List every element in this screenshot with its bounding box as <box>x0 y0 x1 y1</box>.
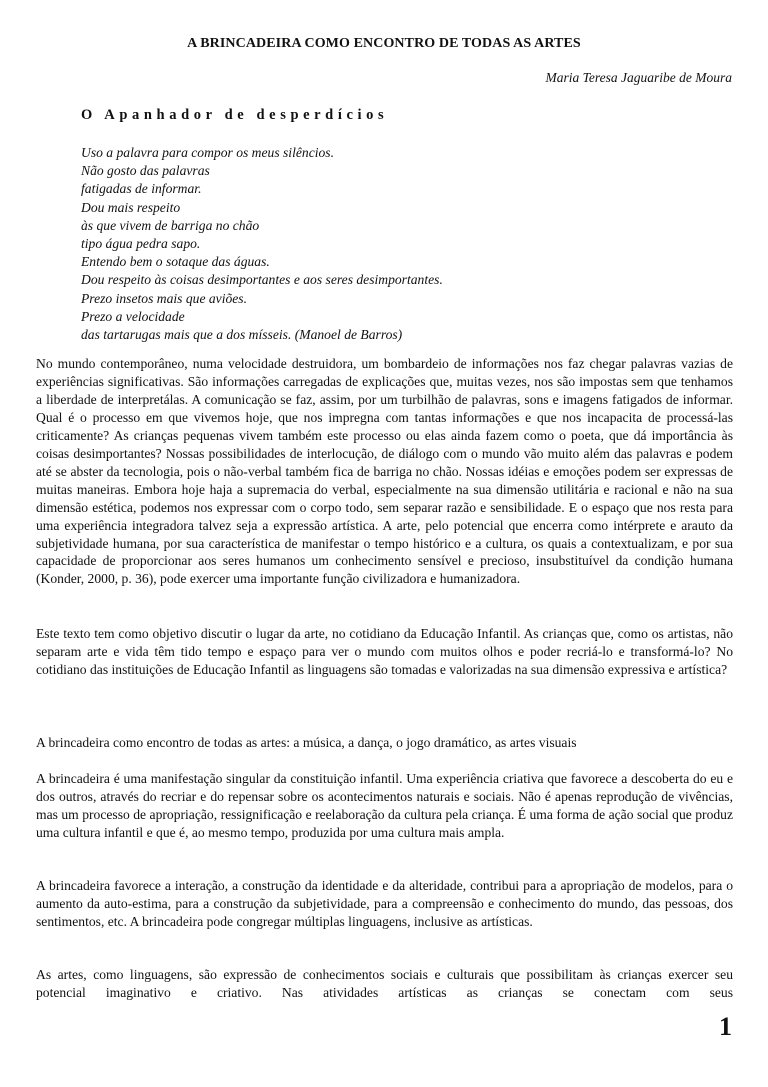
poem-line: Dou mais respeito <box>81 199 181 215</box>
document-author: Maria Teresa Jaguaribe de Moura <box>545 70 732 85</box>
poem-line: Prezo a velocidade <box>81 308 185 324</box>
poem-line: fatigadas de informar. <box>81 181 202 197</box>
poem-line: das tartarugas mais que a dos mísseis. (Manoel de Barros) <box>81 327 403 343</box>
poem-line: Uso a palavra para compor os meus silêncios. <box>81 145 334 160</box>
document-title: A BRINCADEIRA COMO ENCONTRO DE TODAS AS ARTES <box>187 36 581 51</box>
body-paragraph: Este texto tem como objetivo discutir o lugar da arte, no cotidiano da Educação Infantil. As crianças que, como os artistas, não separam arte e vida têm tido tempo e espaço para ver o mundo com muitos olhos e poder recriá-lo e transformá-lo? No cotidiano das instituições de Educação Infantil as linguagens são tomadas e valorizadas na sua dimensão expressiva e artística? <box>36 626 733 677</box>
poem-line: Não gosto das palavras <box>81 163 210 179</box>
body-paragraph: No mundo contemporâneo, numa velocidade destruidora, um bombardeio de informações nos faz chegar palavras vazias de experiências significativas. São informações carregadas de explicações que, muitas vezes, nos são impostas sem que tenhamos a liberdade de interpretálas. A comunicação se faz, assim, por um turbilhão de palavras, sons e imagens fatigados de informar. Qual é o processo em que vivemos hoje, que nos impregna com tantas informações e que nos incapacita de processá-las criticamente? As crianças pequenas vivem também este processo ou elas ainda fazem como o poeta, que dá importância às coisas desimportantes? Nossas possibilidades de interlocução, de diálogo com o mundo vão muito além das palavras e podem até se abster da tecnologia, pois o não-verbal também fica de barriga no chão. Nossas idéias e emoções podem ser expressas de muitas maneiras. Embora hoje haja a supremacia do verbal, especialmente na sua dimensão utilitária e racional e não na sua dimensão estética, podemos nos expressar com o corpo todo, sem separar razão e sensibilidade. E o espaço que nos resta para uma experiência integradora talvez seja a expressão artística. A arte, pelo potencial que encerra como intérprete e arauto da subjetividade humana, por sua característica de manifestar o tempo histórico e a cultura, os quais a contextualizam, e por sua capacidade de proporcionar aos seres humanos um conhecimento sensível e precioso, insubstituível da condição humana (Konder, 2000, p. 36), pode exercer uma importante função civilizadora e humanizadora. <box>36 356 733 587</box>
poem-line: Prezo insetos mais que aviões. <box>81 290 247 306</box>
section-heading: A brincadeira como encontro de todas as artes: a música, a dança, o jogo dramático, as artes visuais <box>36 735 577 750</box>
poem-line: às que vivem de barriga no chão <box>81 217 260 233</box>
poem <box>81 144 443 344</box>
body-paragraph: A brincadeira favorece a interação, a construção da identidade e da alteridade, contribui para a apropriação de modelos, para o aumento da auto-estima, para a construção da subjetividade, para a compreensão e conhecimento do mundo, das pessoas, dos sentimentos, etc. A brincadeira pode congregar múltiplas linguagens, inclusive as artísticas. <box>36 878 733 929</box>
page-number: 1 <box>719 1012 732 1041</box>
poem-line: tipo água pedra sapo. <box>81 236 201 252</box>
body-paragraph: As artes, como linguagens, são expressão de conhecimentos sociais e culturais que possibilitam às crianças exercer seu potencial imaginativo e criativo. Nas atividades artísticas as crianças se conectam com seus <box>36 967 733 1000</box>
body-paragraph: A brincadeira é uma manifestação singular da constituição infantil. Uma experiência criativa que favorece a descoberta do eu e dos outros, através do recriar e do repensar sobre os acontecimentos naturais e sociais. Não é apenas reprodução de vivências, mas um processo de apropriação, ressignificação e reelaboração da cultura pela criança. É uma forma de ação social que produz uma cultura infantil e que é, ao mesmo tempo, produzida por uma cultura mais ampla. <box>36 771 733 840</box>
poem-title: O Apanhador de desperdícios <box>81 107 389 123</box>
poem-line: Entendo bem o sotaque das águas. <box>81 254 270 270</box>
poem-line: Dou respeito às coisas desimportantes e aos seres desimportantes. <box>81 272 443 288</box>
